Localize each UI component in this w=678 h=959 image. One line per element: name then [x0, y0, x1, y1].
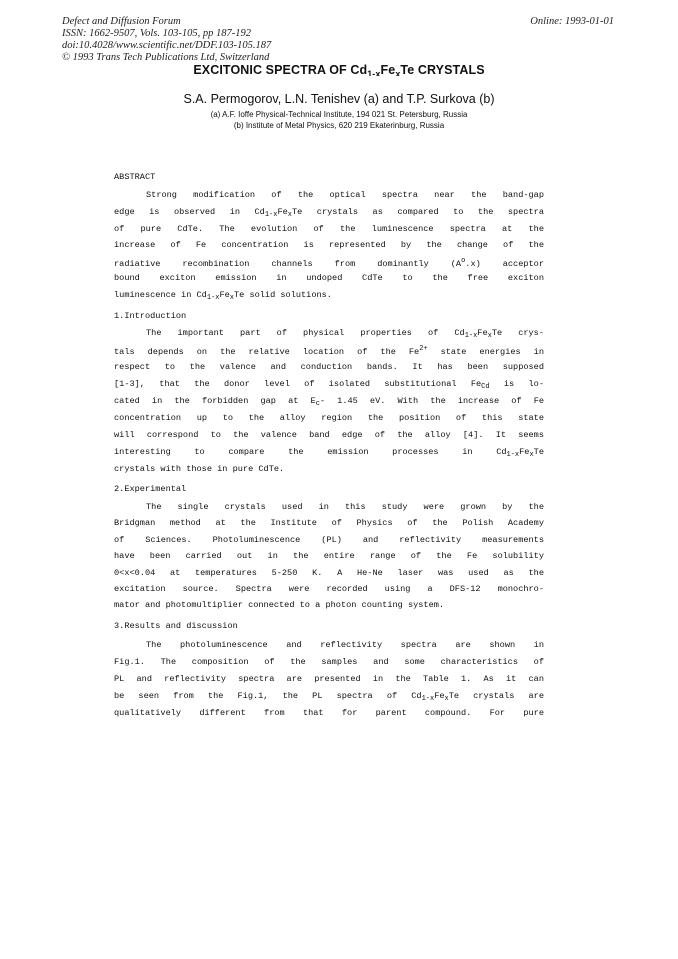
journal-header — [62, 16, 271, 64]
text-run: [1-3], that the donor level of isolated substitutional Fe — [114, 379, 482, 389]
text-run: Te crystals are — [448, 691, 544, 701]
results-line: The photoluminescence and reflectivity spectra are shown in — [146, 640, 544, 650]
results-line — [114, 691, 544, 703]
experimental-line: The single crystals used in this study were grown by the — [146, 502, 544, 512]
text-run: is lo- — [489, 379, 544, 389]
title-text: Te CRYSTALS — [400, 63, 485, 76]
title-subscript: x — [395, 69, 401, 76]
intro-line — [114, 379, 544, 391]
experimental-line: of Sciences. Photoluminescence (PL) and reflectivity measurements — [114, 535, 544, 545]
text-run: cated in the forbidden gap at E — [114, 396, 316, 406]
abstract-line: increase of Fe concentration is represented by the change of the — [114, 240, 544, 250]
subscript: x — [287, 211, 292, 219]
text-run: luminescence in Cd — [114, 290, 207, 300]
copyright-line: © 1993 Trans Tech Publications Ltd, Switzerland — [62, 52, 270, 63]
results-line: Fig.1. The composition of the samples and some characteristics of — [114, 657, 544, 667]
subscript: x — [487, 332, 492, 340]
abstract-line: of pure CdTe. The evolution of the luminescence spectra at the — [114, 224, 544, 234]
text-run: radiative recombination channels from dominantly (A — [114, 259, 462, 269]
subscript: x — [444, 695, 449, 703]
text-run: Fe — [519, 447, 530, 457]
experimental-line: mator and photomultiplier connected to a photon counting system. — [114, 600, 445, 610]
results-line: qualitatively different from that for parent compound. For pure — [114, 708, 544, 718]
abstract-line: bound exciton emission in undoped CdTe to the free exciton — [114, 273, 544, 283]
issn-line: ISSN: 1662-9507, Vols. 103-105, pp 187-192 — [62, 28, 251, 39]
abstract-line — [114, 207, 544, 219]
abstract-line: Strong modification of the optical spectra near the band-gap — [146, 190, 544, 200]
text-run: Fe — [434, 691, 445, 701]
intro-line: respect to the valence and conduction bands. It has been supposed — [114, 362, 544, 372]
intro-line — [114, 447, 544, 459]
subscript: 1-x — [206, 294, 220, 302]
superscript: o — [461, 257, 466, 265]
text-run: Fe — [477, 328, 488, 338]
subscript: Cd — [481, 383, 490, 391]
text-run: The important part of physical properties of Cd — [146, 328, 465, 338]
intro-line: crystals with those in pure CdTe. — [114, 464, 285, 474]
text-run: Fe — [277, 207, 288, 217]
intro-line: will correspond to the valence band edge of the alloy [4]. It seems — [114, 430, 544, 440]
abstract-line — [114, 257, 544, 269]
intro-line — [114, 328, 544, 340]
superscript: 2+ — [419, 345, 428, 353]
text-run: interesting to compare the emission processes in Cd — [114, 447, 507, 457]
online-date: Online: 1993-01-01 — [530, 16, 614, 27]
subscript: 1-x — [264, 211, 278, 219]
experimental-line: excitation source. Spectra were recorded using a DFS-12 monochro- — [114, 584, 544, 594]
doi-line: doi:10.4028/www.scientific.net/DDF.103-105.187 — [62, 40, 272, 51]
affiliation-a: (a) A.F. Ioffe Physical-Technical Institute, 194 021 St. Petersburg, Russia — [210, 110, 468, 119]
text-run: edge is observed in Cd — [114, 207, 265, 217]
results-line: PL and reflectivity spectra are presented in the Table 1. As it can — [114, 674, 544, 684]
experimental-line: have been carried out in the entire range of the Fe solubility — [114, 551, 544, 561]
text-run: state energies in — [427, 347, 544, 357]
intro-line — [114, 345, 544, 357]
authors: S.A. Permogorov, L.N. Tenishev (a) and T.P. Surkova (b) — [183, 92, 495, 106]
text-run: Te solid solutions. — [233, 290, 332, 300]
text-run: .x) acceptor — [465, 259, 544, 269]
subscript: 1-x — [421, 695, 435, 703]
paper-title — [0, 63, 678, 76]
title-text: Fe — [380, 63, 396, 76]
text-run: Fe — [219, 290, 230, 300]
section-heading: 3.Results and discussion — [114, 621, 238, 631]
subscript: 1-x — [464, 332, 478, 340]
section-heading: 1.Introduction — [114, 311, 187, 321]
title-subscript: 1-x — [367, 69, 381, 76]
journal-name: Defect and Diffusion Forum — [62, 16, 181, 27]
title-text: EXCITONIC SPECTRA OF Cd — [193, 63, 368, 76]
subscript: c — [315, 400, 320, 408]
text-run: Te crystals as compared to the spectra — [291, 207, 544, 217]
text-run: Te — [533, 447, 544, 457]
abstract-line — [114, 290, 544, 302]
experimental-line: Bridgman method at the Institute of Physics of the Polish Academy — [114, 518, 544, 528]
text-run: be seen from the Fig.1, the PL spectra of Cd — [114, 691, 422, 701]
subscript: x — [529, 451, 534, 459]
abstract-heading: ABSTRACT — [114, 172, 156, 182]
intro-line — [114, 396, 544, 408]
text-run: tals depends on the relative location of the Fe — [114, 347, 420, 357]
subscript: 1-x — [506, 451, 520, 459]
section-heading: 2.Experimental — [114, 484, 187, 494]
experimental-line: 0<x<0.04 at temperatures 5-250 K. A He-Ne laser was used as the — [114, 568, 544, 578]
subscript: x — [229, 294, 234, 302]
text-run: - 1.45 eV. With the increase of Fe — [319, 396, 545, 406]
text-run: Te crys- — [491, 328, 544, 338]
intro-line: concentration up to the alloy region the position of this state — [114, 413, 544, 423]
affiliation-b: (b) Institute of Metal Physics, 620 219 Ekaterinburg, Russia — [233, 121, 445, 130]
